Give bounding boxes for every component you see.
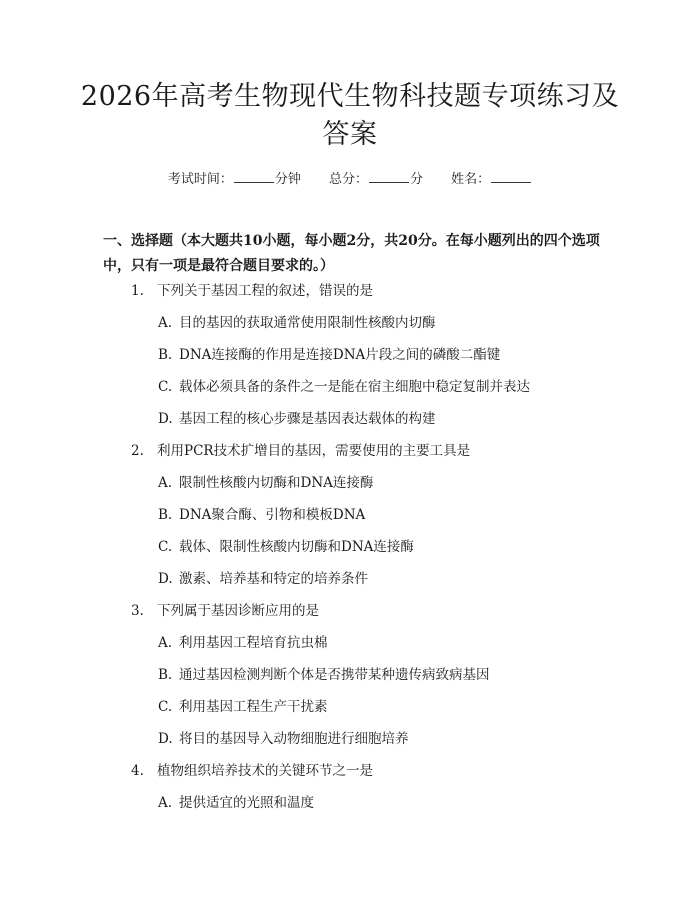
option-letter: C. [158, 379, 173, 395]
option-letter: C. [158, 699, 173, 715]
question-3 [131, 601, 319, 621]
option-text: 载体、限制性核酸内切酶和DNA连接酶 [179, 539, 414, 555]
option-text: 将目的基因导入动物细胞进行细胞培养 [179, 731, 409, 747]
question-stem: 植物组织培养技术的关键环节之一是 [157, 763, 373, 779]
question-stem: 下列属于基因诊断应用的是 [157, 603, 319, 619]
total-score-unit: 分 [410, 172, 424, 187]
option-letter: A. [158, 635, 173, 651]
option-text: 限制性核酸内切酶和DNA连接酶 [179, 475, 374, 491]
option-text: DNA聚合酶、引物和模板DNA [179, 507, 366, 523]
option-text: 利用基因工程生产干扰素 [179, 699, 328, 715]
option-letter: D. [158, 731, 173, 747]
question-number: 2. [131, 443, 144, 459]
exam-info-line [0, 168, 700, 190]
option-text: DNA连接酶的作用是连接DNA片段之间的磷酸二酯键 [179, 347, 501, 363]
question-2 [131, 441, 470, 461]
option-text: 通过基因检测判断个体是否携带某种遗传病致病基因 [179, 667, 490, 683]
option-2-a[interactable] [158, 473, 373, 493]
option-4-a[interactable] [158, 793, 314, 813]
option-text: 提供适宜的光照和温度 [179, 795, 314, 811]
option-letter: B. [158, 507, 173, 523]
option-1-c[interactable] [158, 377, 530, 397]
option-3-a[interactable] [158, 633, 328, 653]
option-letter: B. [158, 667, 173, 683]
option-text: 载体必须具备的条件之一是能在宿主细胞中稳定复制并表达 [179, 379, 530, 395]
question-number: 1. [131, 283, 144, 299]
option-2-c[interactable] [158, 537, 414, 557]
option-letter: A. [158, 795, 173, 811]
total-score-blank[interactable] [369, 168, 409, 183]
option-1-a[interactable] [158, 313, 436, 333]
option-2-b[interactable] [158, 505, 365, 525]
student-name-blank[interactable] [491, 168, 531, 183]
question-stem: 利用PCR技术扩增目的基因，需要使用的主要工具是 [157, 443, 471, 459]
option-text: 激素、培养基和特定的培养条件 [179, 571, 368, 587]
question-1 [131, 281, 373, 301]
option-letter: B. [158, 347, 173, 363]
option-3-c[interactable] [158, 697, 328, 717]
option-letter: D. [158, 571, 173, 587]
section-heading: 一、选择题（本大题共10小题，每小题2分，共20分。在每小题列出的四个选项中，只有一项是最符合题目要求的。） [103, 233, 600, 274]
student-name-label: 姓名： [451, 172, 491, 187]
exam-time-blank[interactable] [234, 168, 274, 183]
option-text: 目的基因的获取通常使用限制性核酸内切酶 [179, 315, 436, 331]
exam-time-field [168, 172, 301, 187]
option-letter: A. [158, 315, 173, 331]
option-1-d[interactable] [158, 409, 436, 429]
option-3-d[interactable] [158, 729, 409, 749]
option-text: 基因工程的核心步骤是基因表达载体的构建 [179, 411, 436, 427]
option-3-b[interactable] [158, 665, 490, 685]
question-4 [131, 761, 373, 781]
exam-time-label: 考试时间： [167, 172, 233, 187]
option-2-d[interactable] [158, 569, 368, 589]
exam-time-unit: 分钟 [274, 172, 301, 187]
student-name-field [451, 172, 532, 187]
document-title: 2026年高考生物现代生物科技题专项练习及答案 [80, 81, 620, 150]
question-number: 3. [131, 603, 144, 619]
option-text: 利用基因工程培育抗虫棉 [179, 635, 328, 651]
option-letter: C. [158, 539, 173, 555]
total-score-field [329, 172, 423, 187]
option-letter: A. [158, 475, 173, 491]
question-number: 4. [131, 763, 144, 779]
option-1-b[interactable] [158, 345, 500, 365]
total-score-label: 总分： [328, 172, 368, 187]
question-stem: 下列关于基因工程的叙述，错误的是 [157, 283, 373, 299]
option-letter: D. [158, 411, 173, 427]
